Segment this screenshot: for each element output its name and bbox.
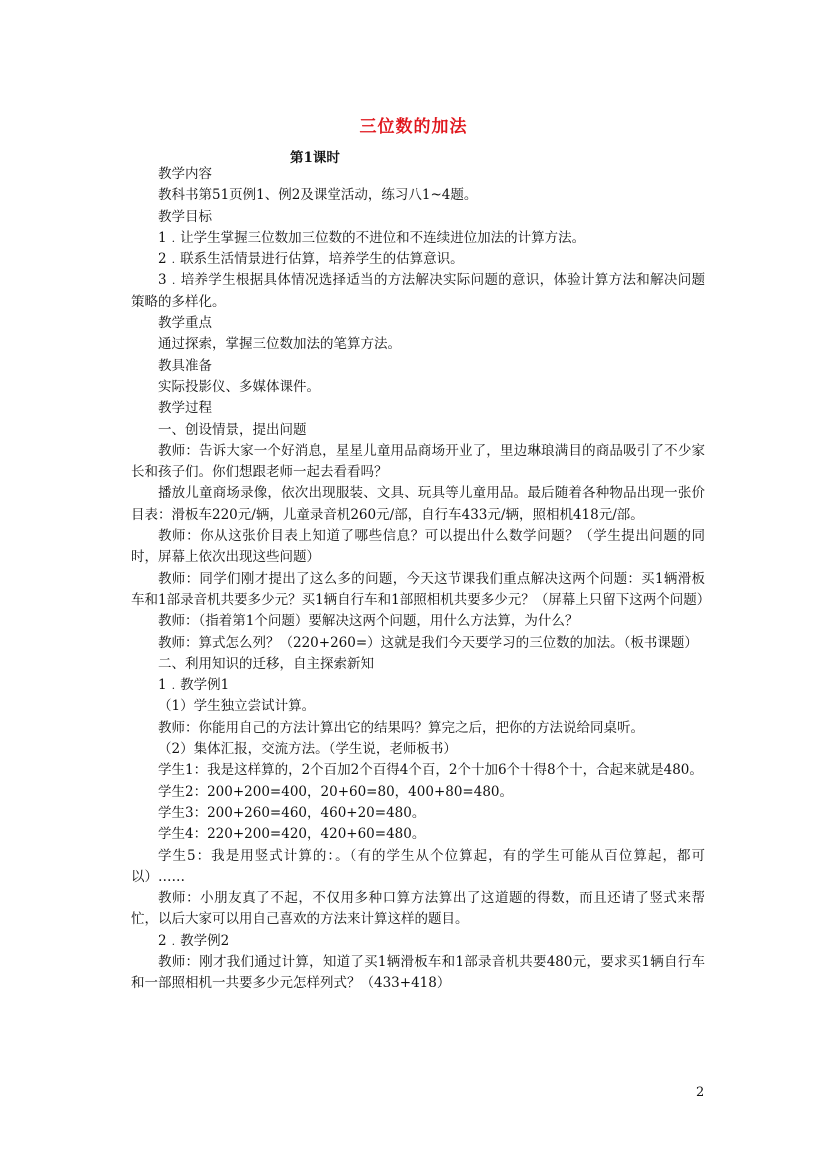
paragraph: 通过探索，掌握三位数加法的笔算方法。 — [158, 336, 401, 353]
paragraph: 教师：你能用自己的方法计算出它的结果吗？算完之后，把你的方法说给同桌听。 — [158, 719, 644, 736]
paragraph: 学生3：200+260=460，460+20=480。 — [158, 804, 426, 821]
paragraph: 教具准备 — [158, 357, 212, 374]
paragraph: 播放儿童商场录像，依次出现服装、文具、玩具等儿童用品。最后随着各种物品出现一张价目表：滑板车220元/辆，儿童录音机260元/部，自行车433元/辆，照相机418元/部。 — [131, 485, 705, 523]
document-title: 三位数的加法 — [359, 117, 468, 137]
paragraph: 教学内容 — [158, 166, 212, 182]
paragraph: 1﹒教学例1 — [158, 677, 230, 694]
paragraph: 教科书第51页例1、例2及课堂活动，练习八1~4题。 — [158, 187, 478, 204]
paragraph: 2﹒教学例2 — [158, 932, 230, 949]
lesson-subtitle: 第1课时 — [290, 150, 340, 166]
paragraph: 教师：同学们刚才提出了这么多的问题，今天这节课我们重点解决这两个问题：买1辆滑板车和1部录音机共要多少元？买1辆自行车和1部照相机共要多少元？（屏幕上只留下这两个问题） — [131, 570, 711, 608]
paragraph: 教师：小朋友真了不起，不仅用多种口算方法算出了这道题的得数，而且还请了竖式来帮忙，以后大家可以用自己喜欢的方法来计算这样的题目。 — [131, 890, 705, 928]
paragraph: （1）学生独立尝试计算。 — [158, 698, 316, 715]
paragraph: （2）集体汇报，交流方法。（学生说，老师板书） — [158, 741, 457, 758]
paragraph: 实际投影仪、多媒体课件。 — [158, 378, 320, 395]
paragraph: 教学过程 — [158, 400, 212, 417]
paragraph: 学生2：200+200=400，20+60=80，400+80=480。 — [158, 783, 514, 800]
paragraph: 教师：刚才我们通过计算，知道了买1辆滑板车和1部录音机共要480元，要求买1辆自行车和一部照相机一共要多少元怎样列式？（433+418） — [131, 953, 705, 992]
paragraph: 一、创设情景，提出问题 — [158, 421, 307, 438]
paragraph: 教师：告诉大家一个好消息，星星儿童用品商场开业了，里边琳琅满目的商品吸引了不少家长和孩子们。你们想跟老师一起去看看吗？ — [131, 442, 705, 481]
paragraph: 学生4：220+200=420，420+60=480。 — [158, 826, 426, 843]
paragraph: 1﹒让学生掌握三位数加三位数的不进位和不连续进位加法的计算方法。 — [158, 229, 586, 246]
paragraph: 学生5：我是用竖式计算的：。（有的学生从个位算起，有的学生可能从百位算起，都可以）…… — [131, 847, 705, 885]
paragraph: 二、利用知识的迁移，自主探索新知 — [158, 655, 374, 672]
paragraph: 教学重点 — [158, 315, 212, 332]
paragraph: 教师：算式怎么列？（220+260=）这就是我们今天要学习的三位数的加法。（板书课题） — [158, 634, 698, 651]
paragraph: 教学目标 — [158, 208, 212, 225]
paragraph: 教师：你从这张价目表上知道了哪些信息？可以提出什么数学问题？（学生提出问题的同时，屏幕上依次出现这些问题） — [131, 528, 705, 566]
page-number: 2 — [696, 1085, 705, 1100]
paragraph: 2﹒联系生活情景进行估算，培养学生的估算意识。 — [158, 251, 464, 268]
document-body — [131, 164, 711, 995]
paragraph: 学生1：我是这样算的，2个百加2个百得4个百，2个十加6个十得8个十，合起来就是480。 — [158, 762, 703, 779]
paragraph: 3﹒培养学生根据具体情况选择适当的方法解决实际问题的意识，体验计算方法和解决问题策略的多样化。 — [131, 272, 705, 310]
paragraph: 教师：（指着第1个问题）要解决这两个问题，用什么方法算，为什么？ — [158, 613, 579, 630]
